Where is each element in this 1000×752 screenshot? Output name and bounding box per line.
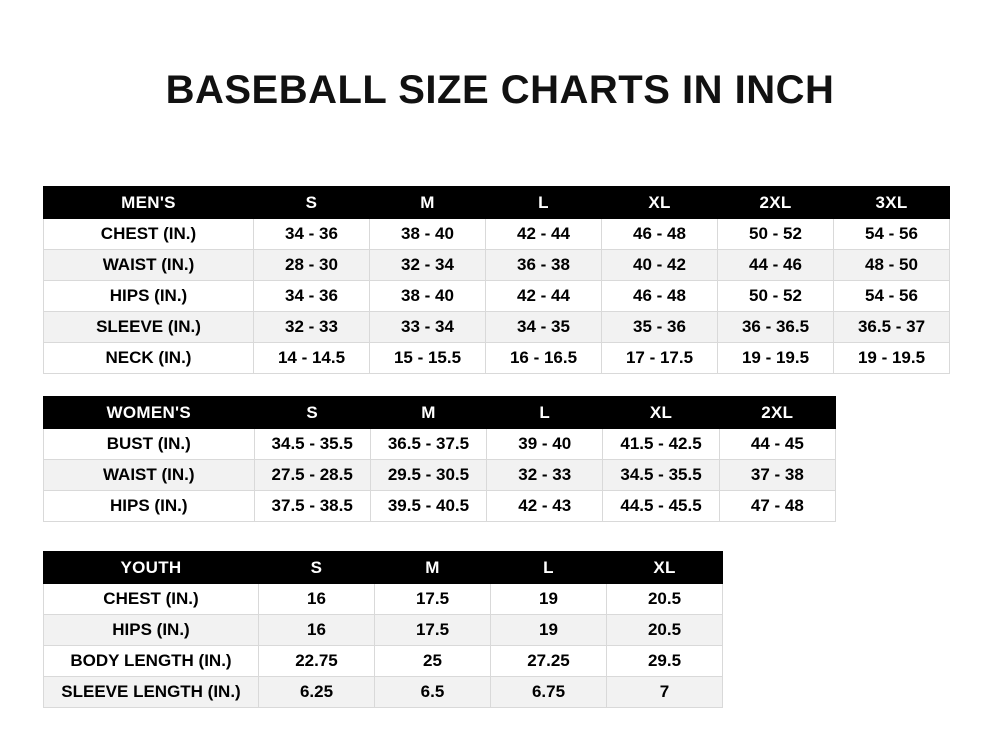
table-header-row: [44, 187, 950, 219]
table-cell: 37 - 38: [719, 460, 835, 491]
table-cell: 19: [491, 615, 607, 646]
table-cell: 25: [375, 646, 491, 677]
table-cell: 32 - 34: [370, 250, 486, 281]
table-cell: 27.5 - 28.5: [254, 460, 370, 491]
row-label: BUST (IN.): [44, 429, 255, 460]
table-cell: 36.5 - 37: [834, 312, 950, 343]
table-cell: 34 - 35: [486, 312, 602, 343]
row-label: SLEEVE (IN.): [44, 312, 254, 343]
table-row: [44, 584, 723, 615]
column-header: WOMEN'S: [44, 397, 255, 429]
table-cell: 40 - 42: [602, 250, 718, 281]
table-cell: 48 - 50: [834, 250, 950, 281]
table-cell: 7: [607, 677, 723, 708]
table-cell: 39 - 40: [487, 429, 603, 460]
table-cell: 47 - 48: [719, 491, 835, 522]
row-label: BODY LENGTH (IN.): [44, 646, 259, 677]
youth-size-table: [43, 551, 723, 708]
table-cell: 32 - 33: [254, 312, 370, 343]
table-cell: 36.5 - 37.5: [370, 429, 486, 460]
table-cell: 29.5 - 30.5: [370, 460, 486, 491]
table-cell: 17.5: [375, 584, 491, 615]
column-header: S: [259, 552, 375, 584]
table-cell: 19 - 19.5: [718, 343, 834, 374]
table-cell: 20.5: [607, 615, 723, 646]
row-label: CHEST (IN.): [44, 219, 254, 250]
row-label: WAIST (IN.): [44, 250, 254, 281]
table-cell: 54 - 56: [834, 281, 950, 312]
column-header: 2XL: [719, 397, 835, 429]
table-cell: 22.75: [259, 646, 375, 677]
column-header: S: [254, 397, 370, 429]
table-cell: 34.5 - 35.5: [254, 429, 370, 460]
table-cell: 42 - 44: [486, 281, 602, 312]
row-label: CHEST (IN.): [44, 584, 259, 615]
table-cell: 14 - 14.5: [254, 343, 370, 374]
column-header: M: [375, 552, 491, 584]
table-row: [44, 250, 950, 281]
table-cell: 54 - 56: [834, 219, 950, 250]
table-cell: 36 - 38: [486, 250, 602, 281]
table-cell: 39.5 - 40.5: [370, 491, 486, 522]
row-label: HIPS (IN.): [44, 491, 255, 522]
table-cell: 6.5: [375, 677, 491, 708]
row-label: HIPS (IN.): [44, 281, 254, 312]
table-cell: 38 - 40: [370, 281, 486, 312]
row-label: HIPS (IN.): [44, 615, 259, 646]
table-cell: 19 - 19.5: [834, 343, 950, 374]
column-header: 3XL: [834, 187, 950, 219]
table-cell: 6.75: [491, 677, 607, 708]
table-cell: 38 - 40: [370, 219, 486, 250]
table-row: [44, 460, 836, 491]
table-row: [44, 429, 836, 460]
table-cell: 32 - 33: [487, 460, 603, 491]
table-row: [44, 646, 723, 677]
table-cell: 44 - 45: [719, 429, 835, 460]
column-header: YOUTH: [44, 552, 259, 584]
column-header: XL: [602, 187, 718, 219]
table-cell: 42 - 44: [486, 219, 602, 250]
table-cell: 50 - 52: [718, 281, 834, 312]
table-cell: 44.5 - 45.5: [603, 491, 719, 522]
table-row: [44, 491, 836, 522]
column-header: 2XL: [718, 187, 834, 219]
column-header: S: [254, 187, 370, 219]
column-header: XL: [607, 552, 723, 584]
table-header-row: [44, 397, 836, 429]
column-header: L: [486, 187, 602, 219]
table-cell: 37.5 - 38.5: [254, 491, 370, 522]
womens-size-table: [43, 396, 836, 522]
table-cell: 28 - 30: [254, 250, 370, 281]
table-cell: 34 - 36: [254, 281, 370, 312]
table-cell: 27.25: [491, 646, 607, 677]
column-header: L: [487, 397, 603, 429]
table-cell: 29.5: [607, 646, 723, 677]
column-header: MEN'S: [44, 187, 254, 219]
table-row: [44, 219, 950, 250]
table-cell: 16: [259, 615, 375, 646]
table-cell: 17 - 17.5: [602, 343, 718, 374]
table-row: [44, 615, 723, 646]
table-cell: 20.5: [607, 584, 723, 615]
table-cell: 16: [259, 584, 375, 615]
table-row: [44, 677, 723, 708]
table-cell: 50 - 52: [718, 219, 834, 250]
mens-size-table: [43, 186, 950, 374]
page-title: BASEBALL SIZE CHARTS IN INCH: [165, 68, 835, 112]
table-cell: 15 - 15.5: [370, 343, 486, 374]
table-cell: 46 - 48: [602, 281, 718, 312]
row-label: SLEEVE LENGTH (IN.): [44, 677, 259, 708]
column-header: XL: [603, 397, 719, 429]
table-cell: 35 - 36: [602, 312, 718, 343]
table-cell: 46 - 48: [602, 219, 718, 250]
table-cell: 19: [491, 584, 607, 615]
column-header: L: [491, 552, 607, 584]
table-cell: 44 - 46: [718, 250, 834, 281]
column-header: M: [370, 187, 486, 219]
table-cell: 33 - 34: [370, 312, 486, 343]
table-cell: 34 - 36: [254, 219, 370, 250]
table-header-row: [44, 552, 723, 584]
row-label: WAIST (IN.): [44, 460, 255, 491]
column-header: M: [370, 397, 486, 429]
row-label: NECK (IN.): [44, 343, 254, 374]
table-cell: 36 - 36.5: [718, 312, 834, 343]
table-cell: 16 - 16.5: [486, 343, 602, 374]
table-row: [44, 281, 950, 312]
table-cell: 41.5 - 42.5: [603, 429, 719, 460]
table-cell: 42 - 43: [487, 491, 603, 522]
table-cell: 17.5: [375, 615, 491, 646]
table-row: [44, 312, 950, 343]
table-cell: 6.25: [259, 677, 375, 708]
table-cell: 34.5 - 35.5: [603, 460, 719, 491]
table-row: [44, 343, 950, 374]
